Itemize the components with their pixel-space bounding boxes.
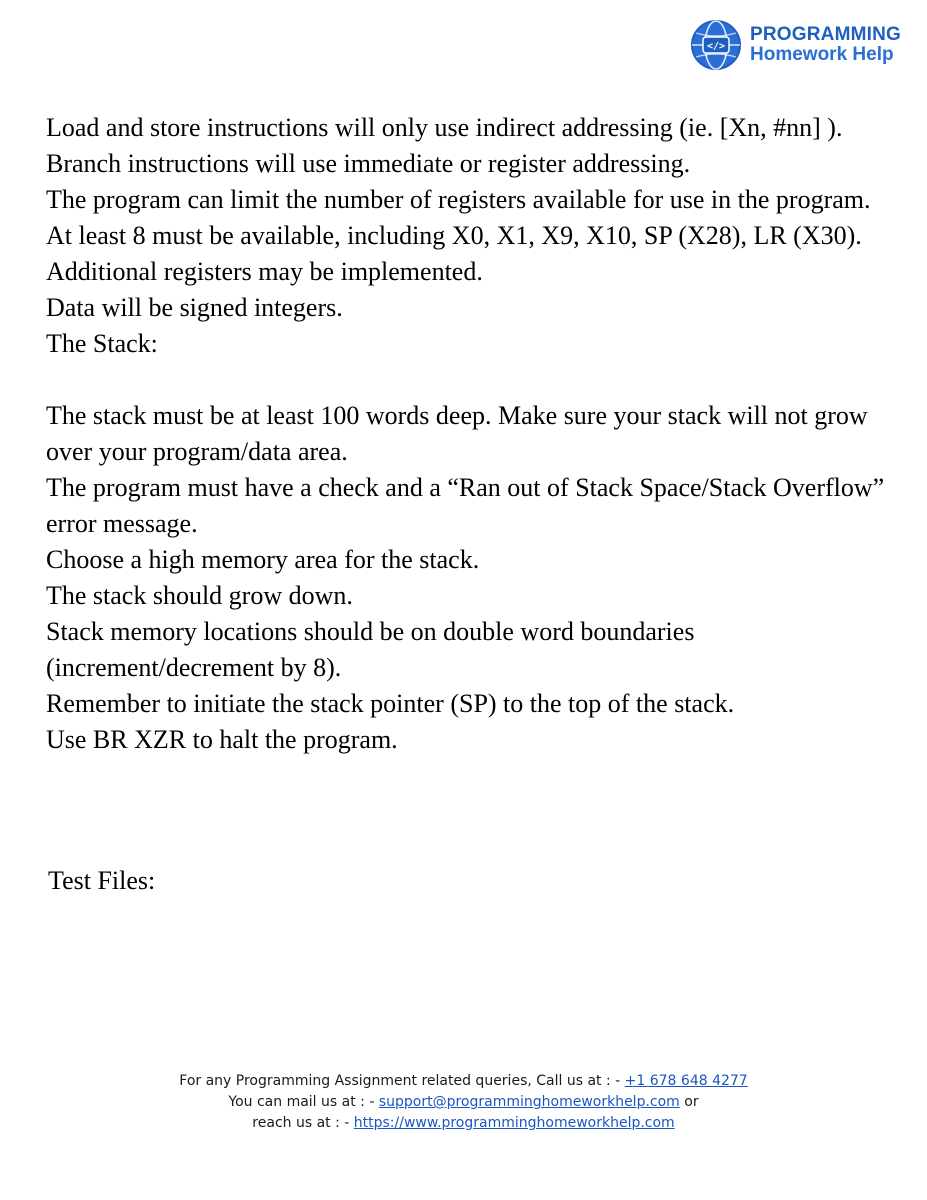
paragraph-registers: The program can limit the number of registers available for use in the program. At least 8 must be available, including X0, X1, X9, X10, SP (X28), LR (X30). Additional registers may be implemented.: [46, 185, 871, 286]
footer-call-text: For any Programming Assignment related queries, Call us at : -: [179, 1073, 625, 1089]
logo-subtitle: Homework Help: [750, 44, 894, 65]
paragraph-branch: Branch instructions will use immediate or register addressing.: [46, 149, 691, 178]
email-link[interactable]: support@programminghomeworkhelp.com: [378, 1094, 680, 1110]
paragraph-stack-high-memory: Choose a high memory area for the stack.: [46, 545, 480, 574]
footer-reach-text: reach us at : -: [252, 1115, 354, 1131]
footer-mail-text: You can mail us at : -: [228, 1094, 379, 1110]
website-link[interactable]: https://www.programminghomeworkhelp.com: [353, 1115, 675, 1131]
test-files-heading: Test Files:: [48, 866, 156, 895]
brand-logo: [690, 10, 915, 80]
spacer: [46, 362, 896, 398]
logo-text: [750, 25, 901, 65]
footer: [0, 1071, 927, 1134]
footer-line-website: [0, 1113, 927, 1134]
globe-code-icon: [690, 19, 742, 71]
paragraph-addressing: Load and store instructions will only use indirect addressing (ie. [Xn, #nn] ).: [46, 113, 843, 142]
phone-link[interactable]: +1 678 648 4277: [624, 1073, 748, 1089]
footer-line-phone: [0, 1071, 927, 1092]
section-heading-stack: The Stack:: [46, 329, 158, 358]
logo-title: PROGRAMMING: [750, 24, 902, 46]
logo-icon-glyph: </>: [706, 41, 726, 52]
paragraph-stack-grow-down: The stack should grow down.: [46, 581, 353, 610]
footer-or-text: or: [684, 1094, 699, 1110]
paragraph-stack-boundaries: Stack memory locations should be on double word boundaries (increment/decrement by 8).: [46, 617, 695, 682]
footer-line-email: [0, 1092, 927, 1113]
document-body: [46, 110, 896, 758]
paragraph-halt: Use BR XZR to halt the program.: [46, 725, 398, 754]
paragraph-stack-depth: The stack must be at least 100 words deep. Make sure your stack will not grow over your program/data area.: [46, 401, 868, 466]
paragraph-data: Data will be signed integers.: [46, 293, 343, 322]
paragraph-stack-overflow: The program must have a check and a “Ran out of Stack Space/Stack Overflow” error message.: [46, 473, 885, 538]
paragraph-stack-pointer: Remember to initiate the stack pointer (SP) to the top of the stack.: [46, 689, 735, 718]
